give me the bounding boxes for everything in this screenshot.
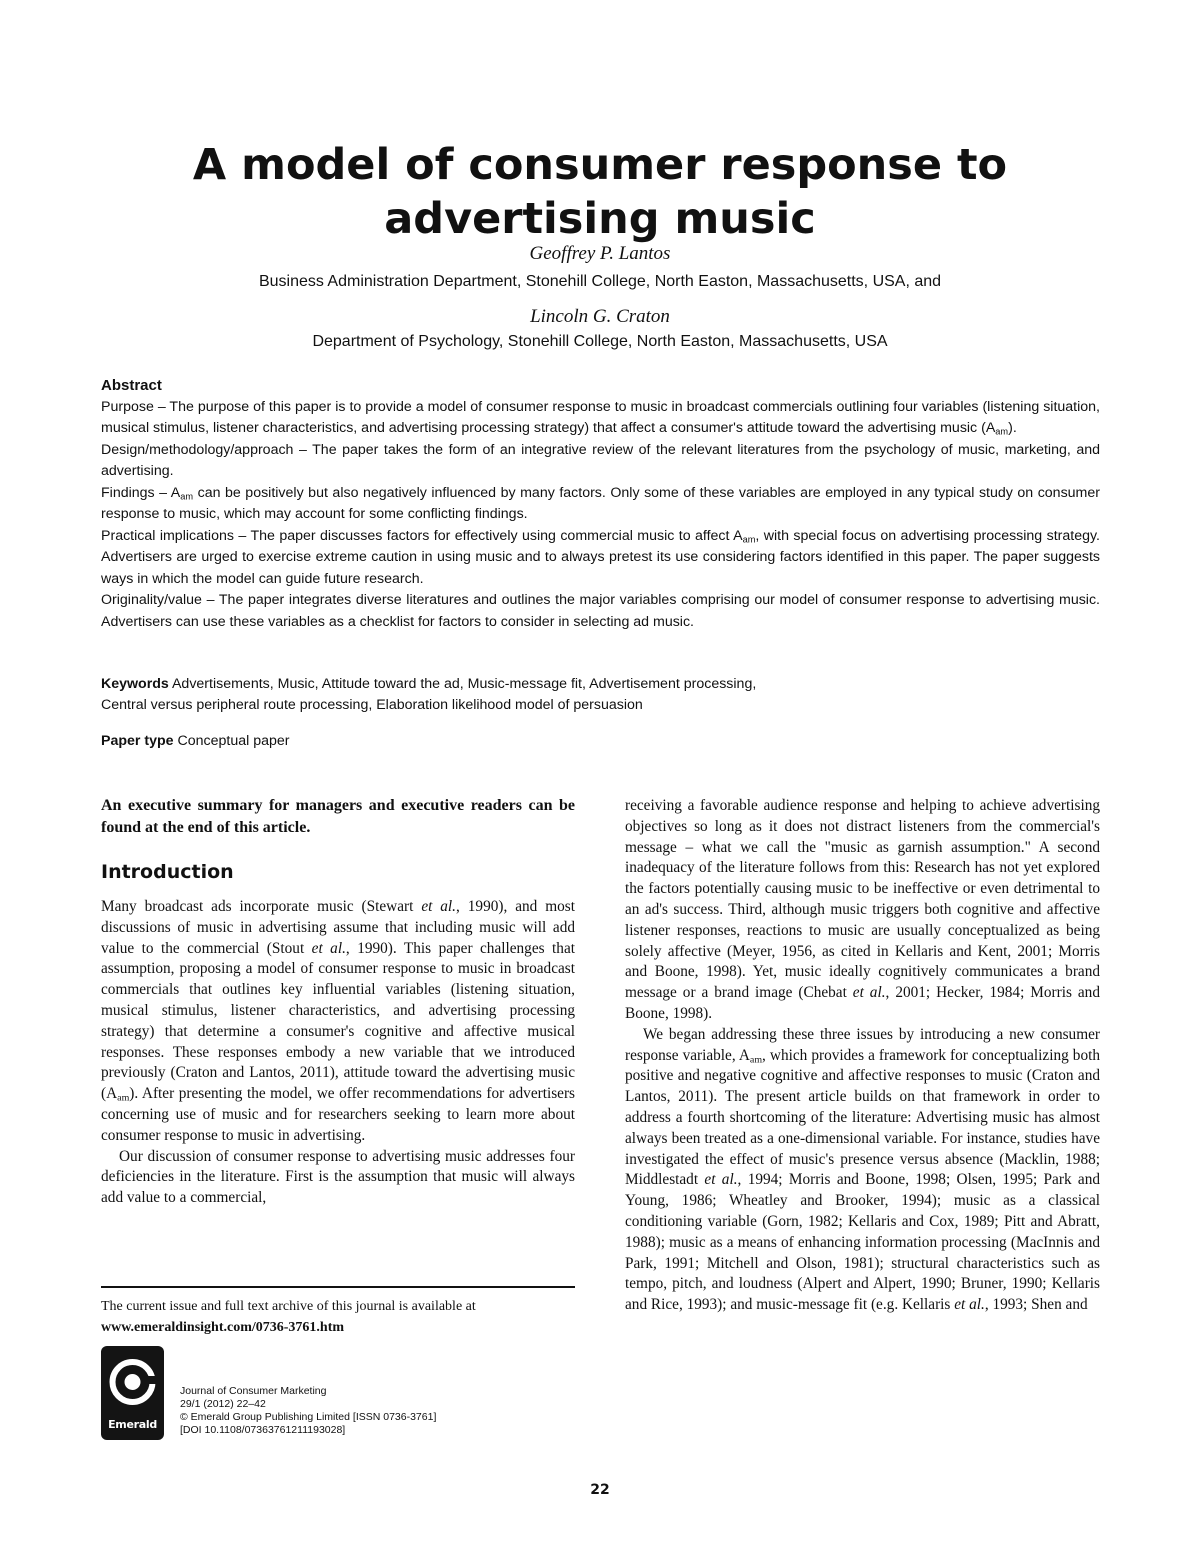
paragraph: Many broadcast ads incorporate music (Stewart et al., 1990), and most discussions of music in advertising assume that including music will add value to the commercial (Stout et al., 1990). This paper challenges that assumption, proposing a model of consumer response to music in broadcast commercials that outlines key influential variables (listening situation, musical stimulus, listener characteristics, and advertising processing strategy) that determine a consumer's cognitive and affective musical responses. These responses embody a new variable that we introduced previously (Craton and Lantos, 2011), attitude toward the advertising music $(A_{am})$. After presenting the model, we offer recommendations for advertisers concerning use of music and for researchers seeking to learn more about consumer response to music in advertising. [101, 898, 575, 1144]
author-name: Lincoln G. Craton [530, 306, 670, 327]
section-heading-introduction: Introduction [101, 861, 234, 883]
paper-type-label: Paper type [101, 733, 174, 749]
archive-link[interactable]: www.emeraldinsight.com/0736-3761.htm [101, 1320, 345, 1335]
author-name: Geoffrey P. Lantos [529, 243, 671, 264]
journal-info [180, 1385, 436, 1437]
abstract-design: Design/methodology/approach – The paper takes the form of an integrative review of the relevant literatures from the psychology of music, marketing, and advertising. [101, 441, 1100, 479]
logo-wordmark: Emerald [108, 1418, 157, 1431]
right-column-body [625, 796, 1100, 1316]
footnote-divider [101, 1286, 575, 1288]
abstract-implications: Practical implications – The paper discusses factors for effectively using commercial music to affect $A_{am}$, with special focus on advertising processing strategy. Advertisers are urged to exercise extreme caution in using music and to always pretest its use considering factors identified in this paper. The paper suggests ways in which the model can guide future research. [101, 527, 1100, 587]
abstract-label: Practical implications [101, 527, 234, 544]
journal-name: Journal of Consumer Marketing [180, 1385, 327, 1397]
emerald-logo [101, 1346, 164, 1440]
abstract-heading: Abstract [101, 377, 162, 394]
journal-volume: 29/1 (2012) 22–42 [180, 1398, 266, 1410]
keywords-label: Keywords [101, 676, 169, 692]
journal-copyright: © Emerald Group Publishing Limited [ISSN 0736-3761] [180, 1411, 437, 1423]
left-column-body [101, 897, 575, 1209]
abstract-label: Design/methodology/approach [101, 441, 294, 458]
paper-type: Paper type Conceptual paper [101, 733, 290, 749]
abstract-label: Purpose [101, 398, 154, 415]
paragraph: receiving a favorable audience response and helping to achieve advertising objectives so long as it does not distract listeners from the commercial's message – what we call the "music as garnish assumption." A second inadequacy of the literature follows from this: Research has not yet explored the factors potentially causing music to be ineffective or even detrimental to an ad's success. Third, although music triggers both cognitive and affective listener responses, reactions to music are usually conceptualized as being solely affective (Meyer, 1956, as cited in Kellaris and Kent, 2001; Morris and Boone, 1998). Yet, music ideally cognitively communicates a brand message or a brand image (Chebat et al., 2001; Hecker, 1984; Morris and Boone, 1998). [625, 797, 1100, 1022]
paper-title: A model of consumer response to advertising music [192, 140, 1008, 244]
abstract-findings: Findings – $A_{am}$ can be positively but also negatively influenced by many factors. Only some of these variables are employed in any typical study on consumer response to music, which may account for some conflicting findings. [101, 484, 1100, 522]
executive-summary-note: An executive summary for managers and executive readers can be found at the end of this article. [101, 797, 575, 836]
abstract-section [101, 375, 1100, 633]
page-number: 22 [590, 1482, 610, 1498]
author-affiliation: Department of Psychology, Stonehill College, North Easton, Massachusetts, USA [312, 333, 888, 350]
abstract-purpose: Purpose – The purpose of this paper is to provide a model of consumer response to music in broadcast commercials outlining four variables (listening situation, musical stimulus, listener characteristics, and advertising processing strategy) that affect a consumer's attitude toward the advertising music $(A_{am})$. [101, 398, 1100, 437]
paragraph: Our discussion of consumer response to advertising music addresses four deficiencies in the literature. First is the assumption that music will always add value to a commercial, [101, 1147, 575, 1207]
paragraph: We began addressing these three issues by introducing a new consumer response variable, $A_{am}$, which provides a framework for conceptualizing both positive and negative cognitive and affective responses to music (Craton and Lantos, 2011). The present article builds on that framework in order to address a fourth shortcoming of the literature: Advertising music has almost always been treated as a one-dimensional variable. For instance, studies have investigated the effect of music's presence versus absence (Macklin, 1988; Middlestadt et al., 1994; Morris and Boone, 1998; Olsen, 1995; Park and Young, 1986; Wheatley and Brooker, 1994); music as a classical conditioning variable (Gorn, 1982; Kellaris and Cox, 1989; Pitt and Abratt, 1988); music as a means of enhancing information processing (MacInnis and Park, 1991; Mitchell and Olson, 1981); structural characteristics such as tempo, pitch, and loudness (Alpert and Alpert, 1990; Bruner, 1990; Kellaris and Rice, 1993); and music-message fit (e.g. Kellaris et al., 1993; Shen and [625, 1025, 1101, 1314]
journal-archive-notice: The current issue and full text archive of this journal is available at www.emeraldinsight.com/0736-3761.htm [101, 1296, 575, 1338]
abstract-label: Findings [101, 484, 155, 501]
author-affiliation: Business Administration Department, Stonehill College, North Easton, Massachusetts, USA, and [258, 273, 942, 290]
keywords: Keywords Advertisements, Music, Attitude toward the ad, Music-message fit, Advertisement processing, Central versus peripheral route processing, Elaboration likelihood model of persuasion [101, 676, 757, 713]
journal-doi: [DOI 10.1108/07363761211193028] [180, 1424, 346, 1436]
abstract-originality: Originality/value – The paper integrates diverse literatures and outlines the major variables comprising our model of consumer response to advertising music. Advertisers can use these variables as a checklist for factors to consider in selecting ad music. [101, 592, 1100, 630]
abstract-label: Originality/value [101, 592, 202, 608]
